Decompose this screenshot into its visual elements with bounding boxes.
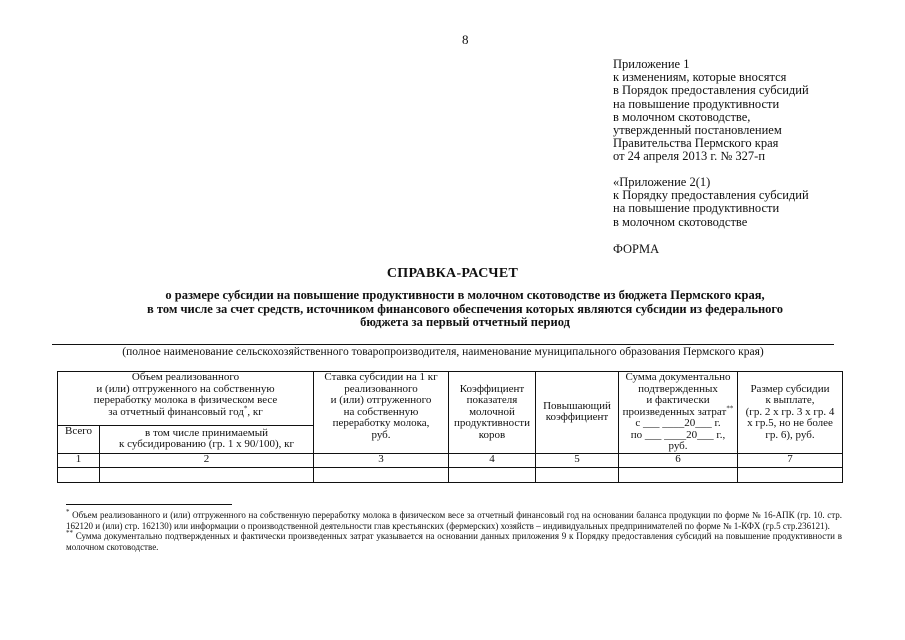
table-cell[interactable] [314,467,449,482]
appendix-2-line: к Порядку предоставления субсидий [613,188,809,203]
appendix-1-block [613,58,809,164]
column-number: 2 [100,453,314,467]
header-text: коров [478,428,506,441]
header-text: Ставка субсидии на 1 кг [324,371,438,383]
organization-name-caption: (полное наименование сельскохозяйственного товаропроизводителя, наименование муниципального образования Пермского края) [122,346,764,358]
header-text [59,403,312,419]
appendix-2-line: «Приложение 2(1) [613,175,711,189]
header-text: Размер субсидии [750,382,830,395]
footnote-mark: * [243,403,248,412]
header-subsidy-rate [314,372,449,454]
appendix-2-line: в молочном скотоводстве [613,214,748,229]
table-row [58,467,843,482]
appendix-1-line: в Порядок предоставления субсидий [613,83,809,98]
header-text: Объем реализованного [131,371,240,383]
header-text: коэффициент [545,411,609,424]
header-text: (гр. 2 х гр. 3 х гр. 4 [745,405,835,418]
header-text: показателя [466,394,518,406]
organization-name-line [52,344,834,345]
table-cell[interactable] [619,467,738,482]
appendix-1-line: к изменениям, которые вносятся [613,70,787,85]
header-text: Сумма документально [625,371,731,383]
header-text: с ___ ____20___ г. [635,417,721,429]
appendix-2-line: на повышение продуктивности [613,201,780,216]
subheader-total: Всего [58,425,100,453]
header-milk-volume [58,372,314,426]
column-number: 3 [314,453,449,467]
column-number-row [58,453,843,467]
header-text: Повышающий [543,399,611,412]
footnote-text: Объем реализованного и (или) отгруженного на собственную переработку молока в физическом весе за отчетный финансовый год на основании баланса продукции по форме № 16-АПК (гр. 10. стр. 162120 и (или) стр. 162130) или информации о производственной деятельности глав крестьянских (фермерских) хозяйств – индивидуальных предпринимателей по форме № 1-КФХ (гр.5 стр.236121). [66,510,842,531]
footnote-mark: ** [66,529,73,537]
footnote-mark: ** [726,403,734,412]
header-increasing-coefficient [536,372,619,454]
header-text: и (или) отгруженного на собственную [96,382,275,395]
appendix-1-line: утвержденный постановлением [613,123,782,138]
header-text: молочной [469,405,515,418]
column-number: 6 [619,453,738,467]
column-number: 5 [536,453,619,467]
header-text: , кг [247,405,263,418]
form-label: ФОРМА [613,242,660,256]
header-text: на собственную [343,405,419,418]
footnote-mark: * [66,508,70,516]
header-text: по ___ ____20___ г., руб. [630,428,726,452]
footnote-1 [66,510,842,531]
appendix-2-block [613,176,809,229]
appendix-1-line: Приложение 1 [613,57,690,71]
header-text: к выплате, [765,394,815,406]
header-text: Коэффициент [459,382,525,395]
calculation-table [57,371,842,483]
table-cell[interactable] [449,467,536,482]
header-text: гр. 6), руб. [765,428,815,441]
header-text: реализованного [344,382,418,395]
header-costs-sum [619,372,738,454]
subtitle-line: в том числе за счет средств, источником финансового обеспечения которых являются субсидии из федерального [146,301,784,316]
header-text: за отчетный финансовый год [108,405,244,418]
header-text: х гр.5, но не более [747,417,833,429]
document-title: СПРАВКА-РАСЧЕТ [386,266,519,281]
document-subtitle [70,289,860,330]
subheader-accepted-volume [100,425,314,453]
header-text: и (или) отгруженного [330,394,432,406]
column-number: 1 [58,453,100,467]
header-text: переработку молока в физическом весе [93,394,278,406]
column-number: 7 [738,453,843,467]
header-text: подтвержденных [638,382,718,395]
footnote-text: Сумма документально подтвержденных и фактически произведенных затрат указывается на основании данных приложения 9 к Порядку предоставления субсидий на повышение продуктивности в молочном скотоводстве. [66,531,842,552]
header-productivity-coefficient [449,372,536,454]
appendix-1-line: на повышение продуктивности [613,96,780,111]
table-cell[interactable] [58,467,100,482]
appendix-1-line: Правительства Пермского края [613,136,779,151]
appendix-1-line: от 24 апреля 2013 г. № 327-п [613,149,766,164]
footnote-2 [66,531,842,552]
table-cell[interactable] [738,467,843,482]
header-text: руб. [371,428,391,441]
column-number: 4 [449,453,536,467]
header-text: в том числе принимаемый [145,426,268,439]
header-text: произведенных затрат [622,405,727,418]
page-number: 8 [462,32,469,47]
header-text: к субсидированию (гр. 1 х 90/100), кг [119,438,294,451]
header-text: и фактически [646,394,710,406]
footnote-separator [66,504,232,505]
header-text: продуктивности [454,417,530,429]
subtitle-line: о размере субсидии на повышение продуктивности в молочном скотоводстве из бюджета Пермского края, [165,288,765,302]
header-subsidy-payable [738,372,843,454]
subtitle-line: бюджета за первый отчетный период [360,315,570,329]
header-text: переработку молока, [332,417,430,429]
appendix-1-line: в молочном скотоводстве, [613,109,751,124]
table-cell[interactable] [536,467,619,482]
footnotes [66,510,842,552]
table-cell[interactable] [100,467,314,482]
